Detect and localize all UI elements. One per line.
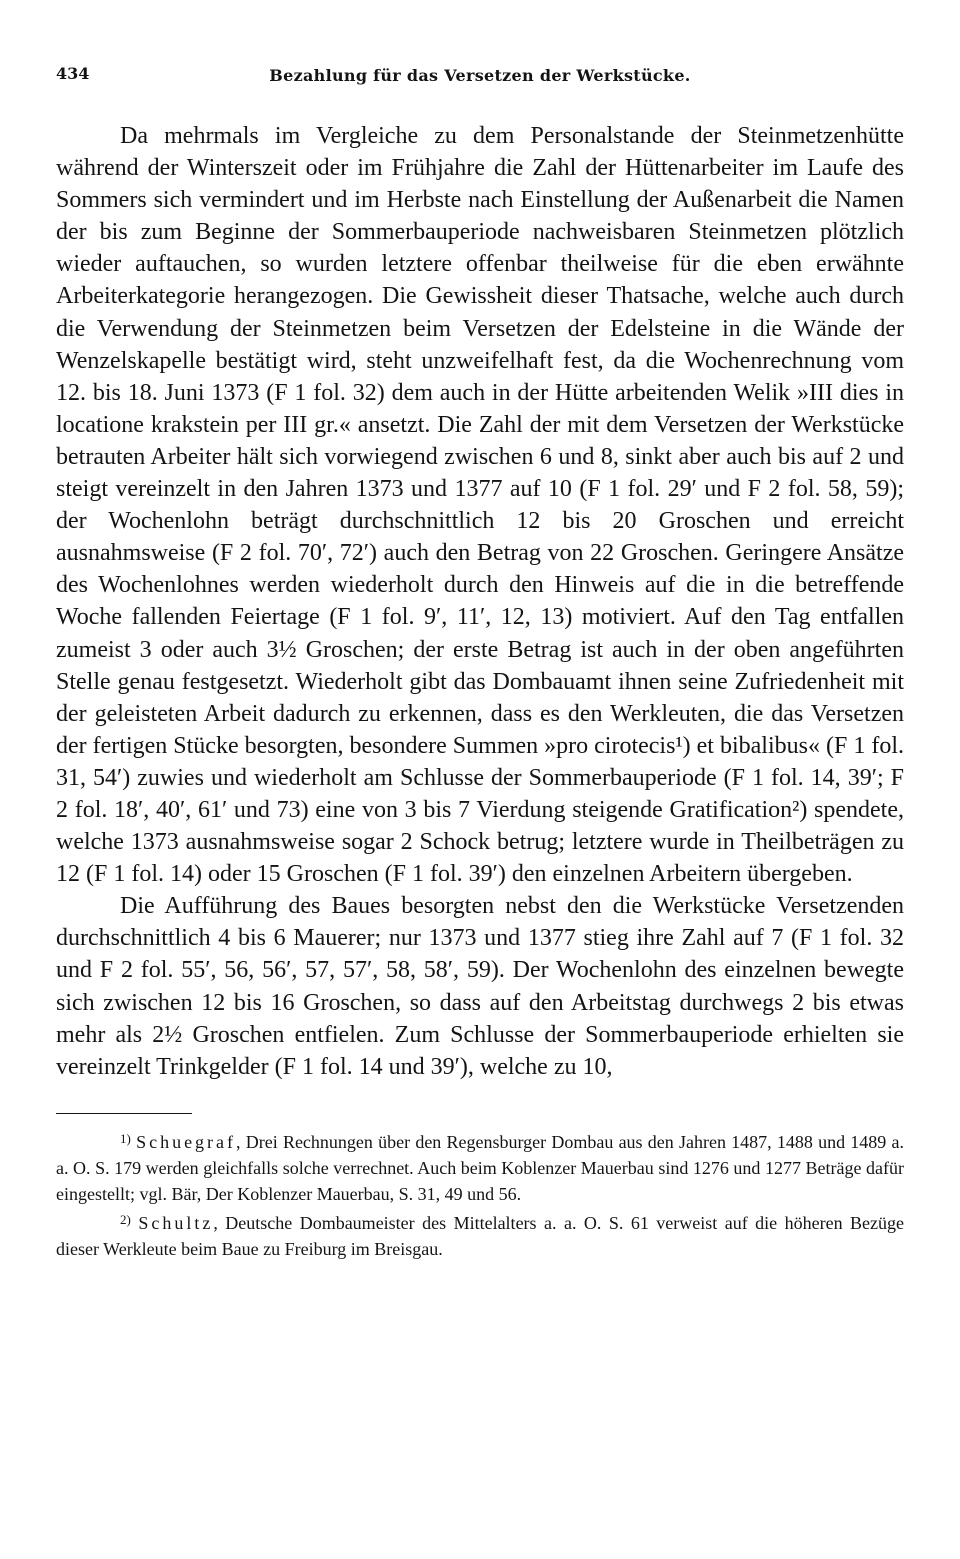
footnote: [56, 1207, 904, 1262]
footnote: [56, 1126, 904, 1207]
page-number: 434: [56, 64, 90, 83]
footnote-separator: [56, 1113, 192, 1114]
footnotes: [56, 1126, 904, 1262]
footnote-marker: 1): [120, 1130, 131, 1146]
running-head: [56, 60, 904, 94]
footnote-marker: 2): [120, 1211, 131, 1227]
footnote-text: , Drei Rechnungen über den Regensburger Dombau aus den Jahren 1487, 1488 und 1489 a. a. O. S. 179 werden gleichfalls solche verrechnet. Auch beim Koblenzer Mauerbau sind 1276 und 1277 Beträge dafür eingestellt; vgl. Bär, Der Koblenzer Mauerbau, S. 31, 49 und 56.: [56, 1131, 905, 1204]
footnote-author: Schultz: [138, 1212, 214, 1233]
running-title: Bezahlung für das Versetzen der Werkstücke.: [269, 66, 691, 85]
book-page: [56, 60, 904, 1262]
paragraph: Da mehrmals im Vergleiche zu dem Personalstande der Steinmetzenhütte während der Winterszeit oder im Frühjahre die Zahl der Hüttenarbeiter im Laufe des Sommers sich vermindert und im Herbste nach Einstellung der Außenarbeit die Namen der bis zum Beginne der Sommerbauperiode nachweisbaren Steinmetzen plötzlich wieder auftauchen, so wurden letztere offenbar theilweise für die eben erwähnte Arbeiterkategorie herangezogen. Die Gewissheit dieser Thatsache, welche auch durch die Verwendung der Steinmetzen beim Versetzen der Edelsteine in die Wände der Wenzelskapelle bestätigt wird, steht unzweifelhaft fest, da die Wochenrechnung vom 12. bis 18. Juni 1373 (F 1 fol. 32) dem auch in der Hütte arbeitenden Welik »III dies in locatione krakstein per III gr.« ansetzt. Die Zahl der mit dem Versetzen der Werkstücke betrauten Arbeiter hält sich vorwiegend zwischen 6 und 8, sinkt aber auch bis auf 2 und steigt vereinzelt in den Jahren 1373 und 1377 auf 10 (F 1 fol. 29′ und F 2 fol. 58, 59); der Wochenlohn beträgt durchschnittlich 12 bis 20 Groschen und erreicht ausnahmsweise (F 2 fol. 70′, 72′) auch den Betrag von 22 Groschen. Geringere Ansätze des Wochenlohnes werden wiederholt durch den Hinweis auf die in die betreffende Woche fallenden Feiertage (F 1 fol. 9′, 11′, 12, 13) motiviert. Auf den Tag entfallen zumeist 3 oder auch 3½ Groschen; der erste Betrag ist auch in der oben angeführten Stelle genau festgesetzt. Wiederholt gibt das Dombauamt ihnen seine Zufriedenheit mit der geleisteten Arbeit dadurch zu erkennen, dass es den Werkleuten, die das Versetzen der fertigen Stücke besorgten, besondere Summen »pro cirotecis¹) et bibalibus« (F 1 fol. 31, 54′) zuwies und wiederholt am Schlusse der Sommerbauperiode (F 1 fol. 14, 39′; F 2 fol. 18′, 40′, 61′ und 73) eine von 3 bis 7 Vierdung steigende Gratification²) spendete, welche 1373 ausnahmsweise sogar 2 Schock betrug; letztere wurde in Theilbeträgen zu 12 (F 1 fol. 14) oder 15 Groschen (F 1 fol. 39′) den einzelnen Arbeitern übergeben.: [56, 123, 904, 888]
footnote-author: Schuegraf: [136, 1131, 237, 1152]
body-text: [56, 120, 904, 1083]
footnote-text: , Deutsche Dombaumeister des Mittelalters a. a. O. S. 61 verweist auf die höheren Bezüge dieser Werkleute beim Baue zu Freiburg im Breisgau.: [56, 1212, 905, 1259]
paragraph: Die Aufführung des Baues besorgten nebst den die Werkstücke Versetzenden durchschnittlich 4 bis 6 Mauerer; nur 1373 und 1377 stieg ihre Zahl auf 7 (F 1 fol. 32 und F 2 fol. 55′, 56, 56′, 57, 57′, 58, 58′, 59). Der Wochenlohn des einzelnen bewegte sich zwischen 12 bis 16 Groschen, so dass auf den Arbeitstag durchwegs 2 bis etwas mehr als 2½ Groschen entfielen. Zum Schlusse der Sommerbauperiode erhielten sie vereinzelt Trinkgelder (F 1 fol. 14 und 39′), welche zu 10,: [56, 893, 904, 1080]
